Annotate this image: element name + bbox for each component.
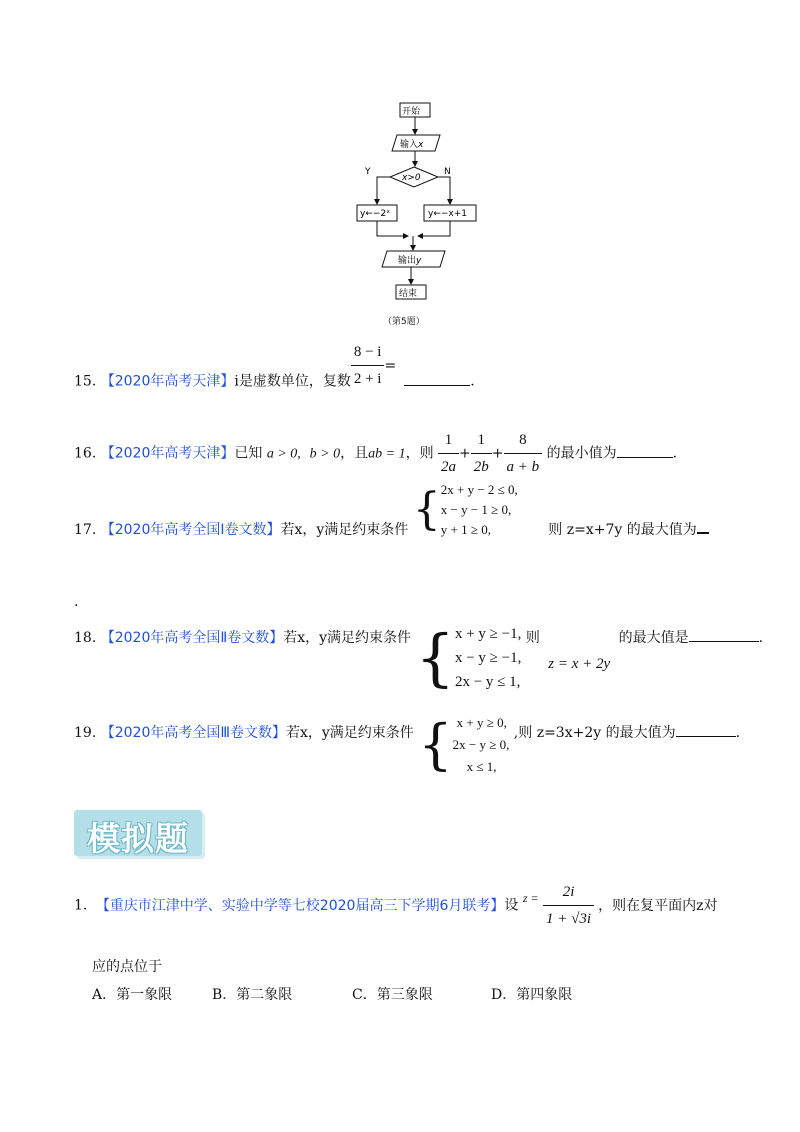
figure-caption: （第5题） <box>383 317 425 327</box>
mock-question-1: 1. 【重庆市江津中学、实验中学等七校2020届高三下学期6月联考】设 z = $\frac{2i}{1 + √3i}$ ，则在复平面内z对 <box>74 880 717 931</box>
question-source: 【重庆市江津中学、实验中学等七校2020届高三下学期6月联考】 <box>95 897 505 914</box>
constraint-system: { x + y ≥ −1, x − y ≥ −1, 2x − y ≤ 1, <box>415 621 522 694</box>
answer-blank[interactable] <box>676 736 736 737</box>
answer-blank[interactable] <box>697 532 709 534</box>
flow-condition-label: x>0 <box>402 173 421 183</box>
question-19: 19. 【2020年高考全国Ⅲ卷文数】若x，y满足约束条件 { x + y ≥ 0, 2x − y ≥ 0, x ≤ 1, ,则 z=3x+2y 的最大值为 . <box>74 713 741 776</box>
section-banner-title: 模拟题 <box>87 819 189 858</box>
question-source: 【2020年高考全国Ⅱ卷文数】 <box>100 630 284 646</box>
question-15: 15. 【2020年高考天津】i是虚数单位，复数 $\frac{8 - i}{2 + i}$ =. <box>74 356 475 407</box>
question-number: 17. <box>74 522 97 538</box>
objective-expression: z = x + 2y <box>548 656 611 672</box>
question-number: 15. <box>74 373 97 390</box>
answer-blank[interactable] <box>404 385 470 386</box>
question-source: 【2020年高考天津】 <box>100 373 235 390</box>
fraction: $\frac{2i}{1 + √3i}$ <box>543 880 594 931</box>
fraction: $\frac{1}{2a}$ <box>438 428 459 479</box>
flow-start-label: 开始 <box>402 107 421 117</box>
option-d[interactable]: D．第四象限 <box>491 987 573 1003</box>
flow-end-label: 结束 <box>399 289 418 299</box>
fraction: $\frac{1}{2b}$ <box>471 428 492 479</box>
fraction: $\frac{8}{a + b}$ <box>504 428 543 479</box>
question-source: 【2020年高考全国Ⅲ卷文数】 <box>100 725 286 741</box>
flow-input-label: 输入x <box>400 140 424 150</box>
answer-blank[interactable] <box>689 641 759 642</box>
question-source: 【2020年高考全国Ⅰ卷文数】 <box>100 522 281 538</box>
mock-question-1-line2: 应的点位于 <box>92 959 162 975</box>
flow-right-label: y←−x+1 <box>428 209 468 219</box>
answer-blank[interactable] <box>617 457 673 458</box>
question-18: 18. 【2020年高考全国Ⅱ卷文数】若x，y满足约束条件 { x + y ≥ −1, x − y ≥ −1, 2x − y ≤ 1, 则 z = x + 2y 的最大值是 . <box>74 621 764 694</box>
question-source: 【2020年高考天津】 <box>100 445 235 462</box>
option-a[interactable]: A．第一象限 <box>92 987 173 1003</box>
section-banner <box>74 810 202 856</box>
flow-left-label: y←−2ˣ <box>360 209 391 219</box>
flow-no-label: N <box>444 167 451 177</box>
question-number: 16. <box>74 445 97 462</box>
question-text: i是虚数单位，复数 <box>234 373 351 390</box>
option-c[interactable]: C．第三象限 <box>352 987 433 1003</box>
constraint-system: { x + y ≥ 0, 2x − y ≥ 0, x ≤ 1, <box>418 713 510 776</box>
question-number: 1. <box>74 897 88 914</box>
flowchart <box>340 95 480 310</box>
question-number: 18. <box>74 630 97 646</box>
fraction: $\frac{8 - i}{2 + i}$ <box>351 340 385 391</box>
flow-output-label: 输出y <box>398 256 422 266</box>
flow-yes-label: Y <box>365 167 371 177</box>
question-16: 16. 【2020年高考天津】已知 a > 0, b > 0，且ab = 1，则 $\frac{1}{2a}$ + $\frac{1}{2b}$ + $\frac{8}{a + b}$ 的最小值为 . <box>74 428 677 479</box>
option-b[interactable]: B．第二象限 <box>212 987 293 1003</box>
constraint-system: { 2x + y − 2 ≤ 0, x − y − 1 ≥ 0, y + 1 ≥ 0, <box>412 482 518 537</box>
continuation-dot: . <box>74 594 79 610</box>
question-17: 17. 【2020年高考全国Ⅰ卷文数】若x，y满足约束条件 { 2x + y − 2 ≤ 0, x − y − 1 ≥ 0, y + 1 ≥ 0, 则 z=x+7y 的最大值为 <box>74 500 709 560</box>
question-number: 19. <box>74 725 97 741</box>
